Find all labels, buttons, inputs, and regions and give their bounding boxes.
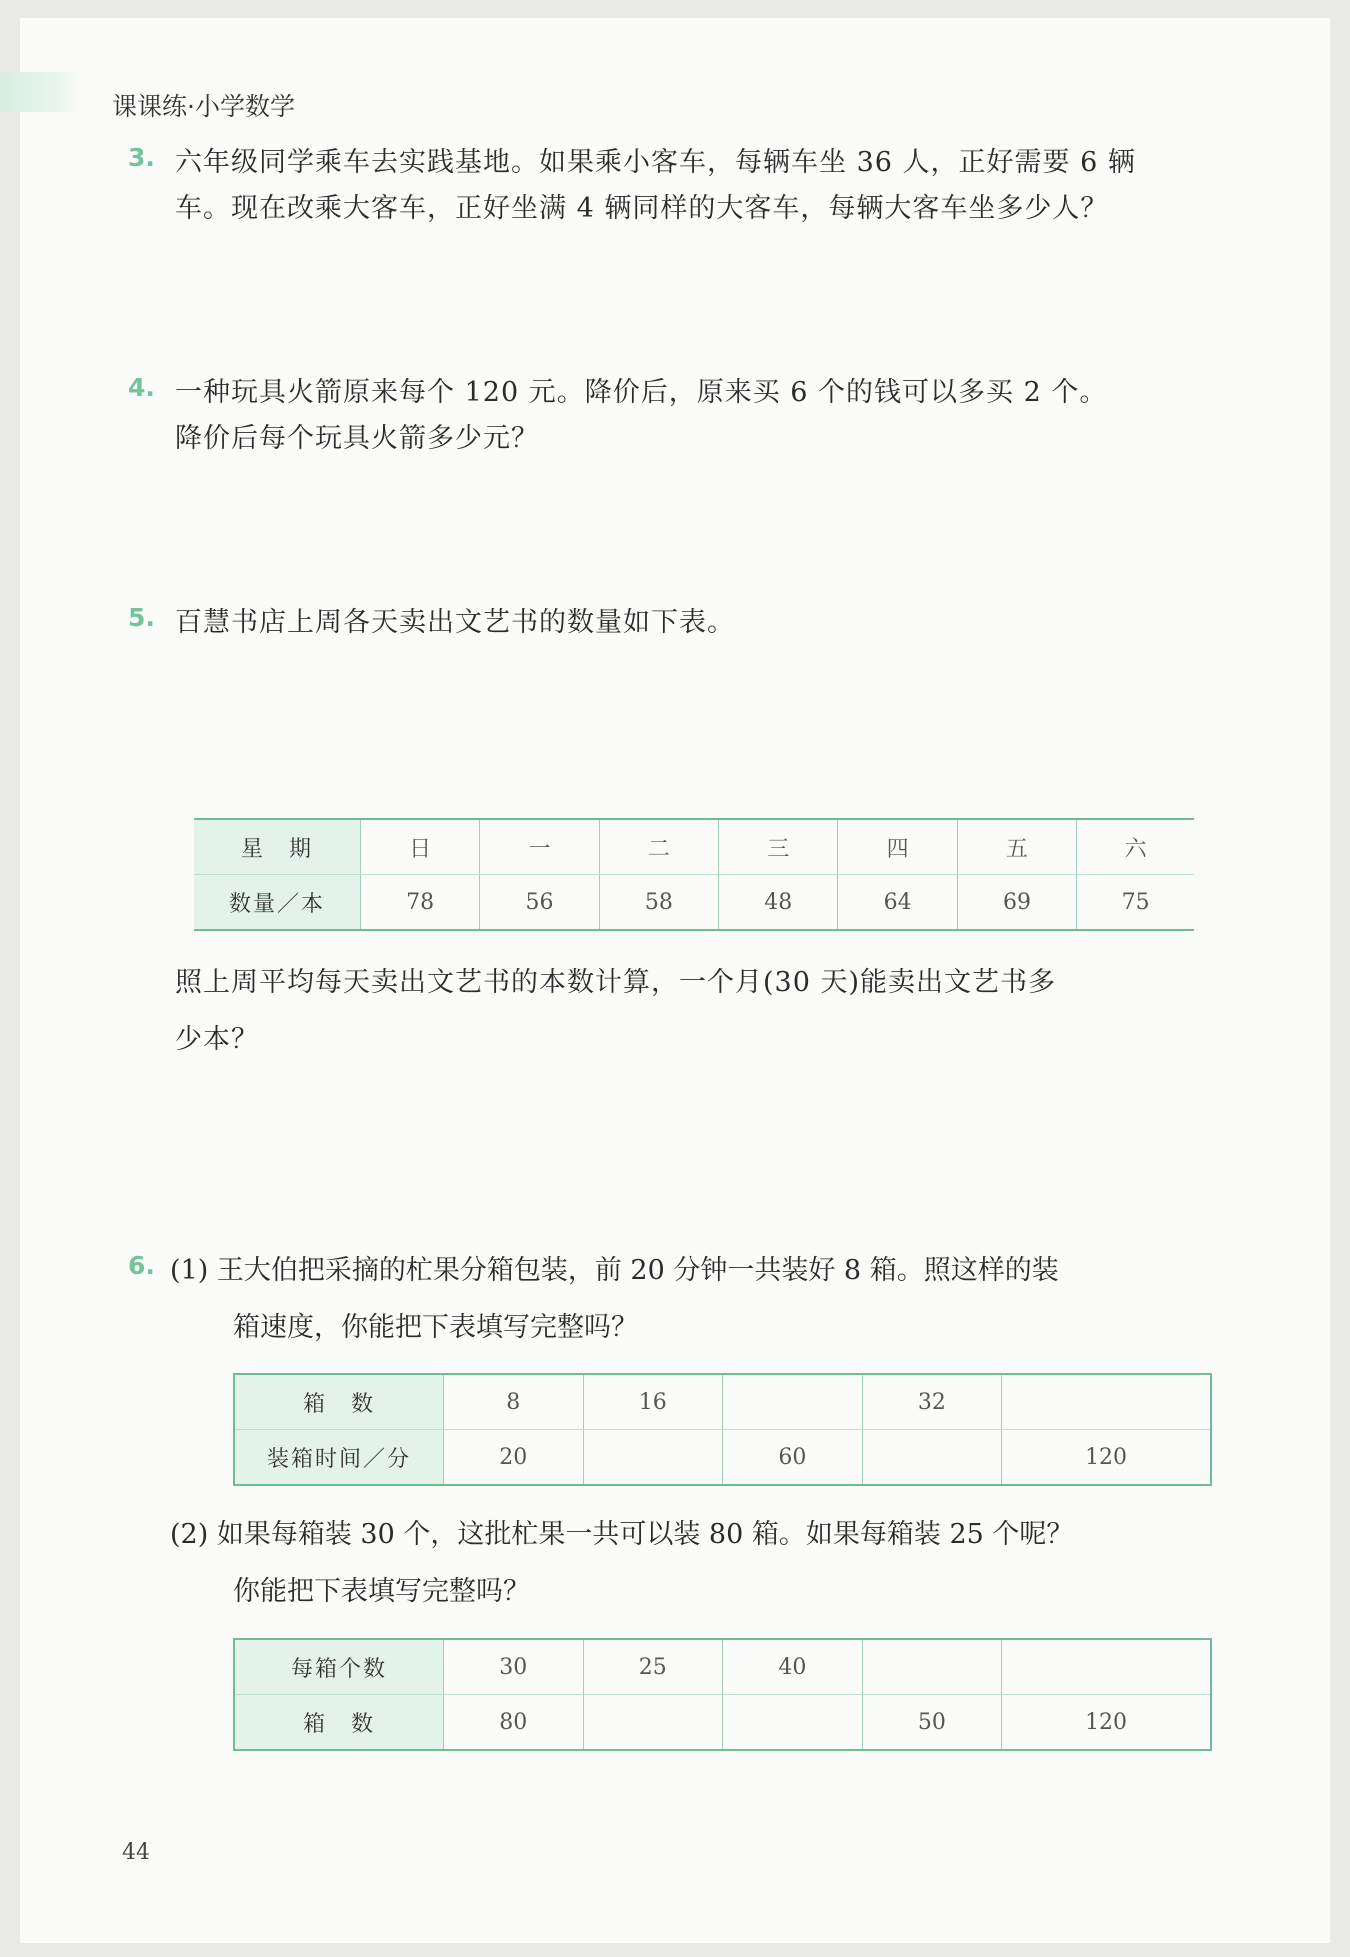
table-row: [234, 1695, 1211, 1751]
question-number: 6.: [128, 1251, 155, 1280]
table-cell: [862, 1430, 1002, 1486]
sales-table: [194, 818, 1194, 931]
table-cell: 三: [719, 819, 838, 875]
table-cell: 30: [444, 1639, 584, 1695]
table-cell: [583, 1430, 723, 1486]
table-cell: [583, 1695, 723, 1751]
table-cell: 48: [719, 875, 838, 931]
table-cell: 69: [957, 875, 1076, 931]
table-row: [194, 875, 1194, 931]
question-text: 六年级同学乘车去实践基地。如果乘小客车，每辆车坐 36 人，正好需要 6 辆: [175, 147, 1136, 178]
table-cell: 32: [862, 1374, 1002, 1430]
question-text: 照上周平均每天卖出文艺书的本数计算，一个月(30 天)能卖出文艺书多: [175, 967, 1057, 998]
table-header-cell: 箱 数: [234, 1374, 444, 1430]
table-header-cell: 装箱时间／分: [234, 1430, 444, 1486]
packing-time-table: [233, 1373, 1212, 1486]
question-text: 降价后每个玩具火箭多少元？: [175, 423, 539, 454]
table-header-cell: 数量／本: [194, 875, 361, 931]
table-cell: 二: [599, 819, 718, 875]
table-cell: 40: [723, 1639, 863, 1695]
question-text: 一种玩具火箭原来每个 120 元。降价后，原来买 6 个的钱可以多买 2 个。: [175, 377, 1108, 408]
question-text: 少本？: [175, 1024, 259, 1055]
question-text: 你能把下表填写完整吗？: [233, 1576, 530, 1607]
table-cell: 五: [957, 819, 1076, 875]
question-text: 车。现在改乘大客车，正好坐满 4 辆同样的大客车，每辆大客车坐多少人？: [175, 193, 1109, 224]
table-cell: 78: [361, 875, 480, 931]
table-row: [234, 1639, 1211, 1695]
question-text: 百慧书店上周各天卖出文艺书的数量如下表。: [175, 607, 735, 638]
table-header-cell: 星 期: [194, 819, 361, 875]
table-cell: [1002, 1639, 1211, 1695]
table-cell: 日: [361, 819, 480, 875]
table-cell: 8: [444, 1374, 584, 1430]
table-cell: 四: [838, 819, 957, 875]
book-title: 课课练·小学数学: [112, 92, 295, 121]
table-header-cell: 箱 数: [234, 1695, 444, 1751]
table-cell: 六: [1077, 819, 1194, 875]
table-row: [234, 1430, 1211, 1486]
table-cell: [1002, 1374, 1211, 1430]
table-cell: 16: [583, 1374, 723, 1430]
table-cell: 120: [1002, 1695, 1211, 1751]
question-text: (1) 王大伯把采摘的杧果分箱包装，前 20 分钟一共装好 8 箱。照这样的装: [170, 1255, 1059, 1286]
table-cell: 75: [1077, 875, 1194, 931]
box-count-table: [233, 1638, 1212, 1751]
table-cell: 50: [862, 1695, 1002, 1751]
table-cell: 60: [723, 1430, 863, 1486]
table-cell: 一: [480, 819, 599, 875]
table-cell: 120: [1002, 1430, 1211, 1486]
table-row: [194, 819, 1194, 875]
table-cell: 25: [583, 1639, 723, 1695]
table-cell: [723, 1695, 863, 1751]
question-text: (2) 如果每箱装 30 个，这批杧果一共可以装 80 箱。如果每箱装 25 个呢？: [170, 1519, 1074, 1550]
table-row: [234, 1374, 1211, 1430]
table-cell: [862, 1639, 1002, 1695]
question-number: 3.: [128, 143, 155, 172]
table-cell: [723, 1374, 863, 1430]
table-cell: 80: [444, 1695, 584, 1751]
table-cell: 56: [480, 875, 599, 931]
page-number: 44: [122, 1840, 150, 1865]
table-cell: 20: [444, 1430, 584, 1486]
table-header-cell: 每箱个数: [234, 1639, 444, 1695]
question-number: 5.: [128, 603, 155, 632]
header-band: [0, 72, 80, 112]
question-number: 4.: [128, 373, 155, 402]
question-text: 箱速度，你能把下表填写完整吗？: [233, 1312, 638, 1343]
table-cell: 64: [838, 875, 957, 931]
table-cell: 58: [599, 875, 718, 931]
